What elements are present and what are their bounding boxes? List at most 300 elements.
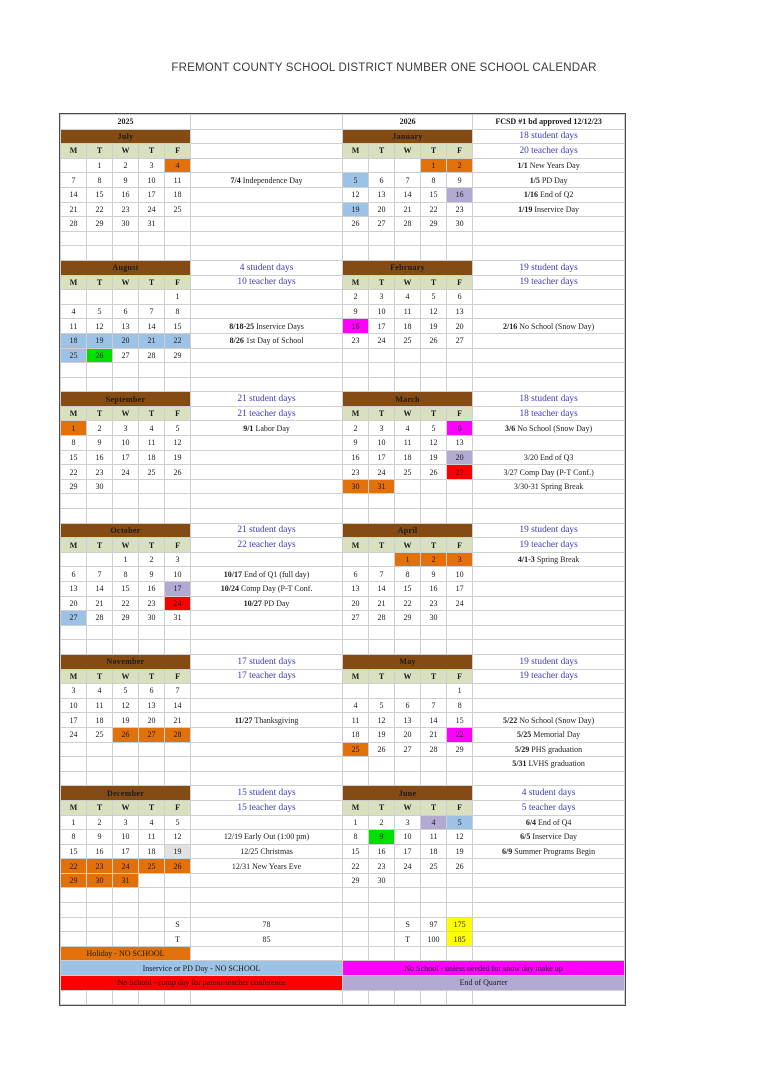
day-cell[interactable]: 17 [139,187,165,202]
empty-day-cell [139,742,165,757]
spacer-cell [395,771,421,786]
day-cell[interactable]: 10 [61,698,87,713]
day-cell[interactable]: 27 [343,611,369,626]
day-cell[interactable]: 21 [421,727,447,742]
day-cell[interactable]: 23 [343,333,369,348]
dow-header-3: T [421,538,447,553]
day-cell[interactable]: 19 [421,450,447,465]
day-cell[interactable]: 24 [165,596,191,611]
day-cell[interactable]: 26 [421,333,447,348]
day-cell[interactable]: 26 [343,217,369,232]
note-cell [191,888,343,903]
day-cell[interactable]: 12 [165,830,191,845]
teacher-days-august: 10 teacher days [191,275,343,290]
spacer-cell [87,771,113,786]
day-cell[interactable]: 30 [421,611,447,626]
day-cell[interactable]: 15 [447,713,473,728]
day-cell[interactable]: 5 [369,698,395,713]
day-cell[interactable]: 18 [165,187,191,202]
day-cell[interactable]: 27 [139,727,165,742]
day-cell[interactable]: 3 [61,684,87,699]
note-cell [473,888,625,903]
day-cell[interactable]: 29 [61,479,87,494]
day-cell[interactable]: 1 [87,158,113,173]
day-cell[interactable]: 29 [61,873,87,888]
day-cell[interactable]: 21 [165,713,191,728]
day-cell[interactable]: 16 [369,844,395,859]
day-cell[interactable]: 10 [447,567,473,582]
day-cell[interactable]: 19 [369,727,395,742]
day-cell[interactable]: 7 [87,567,113,582]
day-cell[interactable]: 13 [447,436,473,451]
day-cell[interactable]: 7 [61,173,87,188]
day-cell[interactable]: 17 [113,450,139,465]
day-cell[interactable]: 5 [421,290,447,305]
day-cell[interactable]: 2 [343,421,369,436]
day-cell[interactable]: 15 [61,844,87,859]
day-cell[interactable]: 20 [447,450,473,465]
day-cell[interactable]: 27 [61,611,87,626]
day-cell[interactable]: 25 [395,465,421,480]
day-cell[interactable]: 7 [421,698,447,713]
empty-day-cell [139,290,165,305]
day-cell[interactable]: 28 [139,348,165,363]
day-cell[interactable]: 22 [61,465,87,480]
day-cell[interactable]: 26 [369,742,395,757]
day-cell[interactable]: 21 [139,333,165,348]
empty-day-cell [369,494,395,509]
day-cell[interactable]: 26 [447,859,473,874]
day-cell[interactable]: 31 [113,873,139,888]
day-cell[interactable]: 10 [395,830,421,845]
day-cell[interactable]: 30 [447,217,473,232]
day-cell[interactable]: 28 [165,727,191,742]
day-cell[interactable]: 17 [369,450,395,465]
day-cell[interactable]: 30 [369,873,395,888]
empty-day-cell [395,479,421,494]
day-cell[interactable]: 22 [447,727,473,742]
day-cell[interactable]: 13 [113,319,139,334]
day-cell[interactable]: 25 [343,742,369,757]
day-cell[interactable]: 15 [395,582,421,597]
day-cell[interactable]: 20 [113,333,139,348]
day-cell[interactable]: 18 [395,319,421,334]
day-cell[interactable]: 12 [113,698,139,713]
day-cell[interactable]: 29 [165,348,191,363]
day-cell[interactable]: 4 [61,304,87,319]
day-cell[interactable]: 7 [395,173,421,188]
day-cell[interactable]: 15 [421,187,447,202]
day-cell[interactable]: 23 [113,202,139,217]
day-cell[interactable]: 1 [421,158,447,173]
day-cell[interactable]: 18 [343,727,369,742]
day-cell[interactable]: 30 [87,479,113,494]
day-cell[interactable]: 13 [447,304,473,319]
day-cell[interactable]: 2 [369,815,395,830]
day-cell[interactable]: 8 [61,436,87,451]
day-cell[interactable]: 24 [395,859,421,874]
day-cell[interactable]: 27 [369,217,395,232]
day-cell[interactable]: 30 [139,611,165,626]
day-cell[interactable]: 8 [447,698,473,713]
dow-header-1: T [87,669,113,684]
day-cell[interactable]: 6 [447,290,473,305]
day-cell[interactable]: 15 [165,319,191,334]
day-cell[interactable]: 31 [139,217,165,232]
day-cell[interactable]: 14 [421,713,447,728]
day-cell[interactable]: 20 [447,319,473,334]
day-cell[interactable]: 20 [139,713,165,728]
day-cell[interactable]: 1 [61,421,87,436]
day-cell[interactable]: 24 [113,465,139,480]
day-cell[interactable]: 8 [343,830,369,845]
day-cell[interactable]: 6 [343,567,369,582]
day-cell[interactable]: 18 [421,844,447,859]
day-cell[interactable]: 4 [87,684,113,699]
day-cell[interactable]: 12 [369,713,395,728]
day-cell[interactable]: 2 [343,290,369,305]
empty-day-cell [395,231,421,246]
day-cell[interactable]: 24 [369,333,395,348]
day-cell[interactable]: 21 [61,202,87,217]
day-cell[interactable]: 9 [113,173,139,188]
day-cell[interactable]: 18 [395,450,421,465]
day-cell[interactable]: 22 [87,202,113,217]
day-cell[interactable]: 4 [139,421,165,436]
day-cell[interactable]: 16 [87,450,113,465]
day-cell[interactable]: 29 [113,611,139,626]
empty-day-cell [113,231,139,246]
day-cell[interactable]: 29 [395,611,421,626]
day-cell[interactable]: 30 [113,217,139,232]
day-cell[interactable]: 28 [395,217,421,232]
day-cell[interactable]: 25 [61,348,87,363]
day-cell[interactable]: 17 [61,713,87,728]
day-cell[interactable]: 20 [369,202,395,217]
day-cell[interactable]: 11 [139,830,165,845]
day-cell[interactable]: 11 [343,713,369,728]
day-cell[interactable]: 12 [421,436,447,451]
day-cell[interactable]: 16 [113,187,139,202]
day-cell[interactable]: 16 [447,187,473,202]
day-cell[interactable]: 14 [139,319,165,334]
empty-day-cell [139,625,165,640]
day-cell[interactable]: 7 [139,304,165,319]
day-cell[interactable]: 15 [87,187,113,202]
year-right: 2026 [343,115,473,130]
day-cell[interactable]: 10 [139,173,165,188]
day-cell[interactable]: 23 [343,465,369,480]
day-cell[interactable]: 17 [369,319,395,334]
day-cell[interactable]: 27 [447,333,473,348]
day-cell[interactable]: 22 [395,596,421,611]
day-cell[interactable]: 7 [369,567,395,582]
day-cell[interactable]: 1 [165,290,191,305]
empty-day-cell [343,494,369,509]
empty-day-cell [421,348,447,363]
day-cell[interactable]: 17 [447,582,473,597]
day-cell[interactable]: 12 [165,436,191,451]
day-cell[interactable]: 23 [369,859,395,874]
day-cell[interactable]: 16 [87,844,113,859]
day-cell[interactable]: 30 [343,479,369,494]
day-cell[interactable]: 17 [165,582,191,597]
day-cell[interactable]: 25 [87,727,113,742]
day-cell[interactable]: 23 [447,202,473,217]
day-cell[interactable]: 18 [139,844,165,859]
day-cell[interactable]: 16 [139,582,165,597]
dow-header-3: T [139,669,165,684]
day-cell[interactable]: 16 [343,319,369,334]
day-cell[interactable]: 9 [421,567,447,582]
day-cell[interactable]: 11 [87,698,113,713]
day-cell[interactable]: 18 [139,450,165,465]
day-cell[interactable]: 9 [343,436,369,451]
day-cell[interactable]: 6 [139,684,165,699]
day-cell[interactable]: 3 [395,815,421,830]
day-cell[interactable]: 11 [395,304,421,319]
day-cell[interactable]: 29 [421,217,447,232]
day-cell[interactable]: 6 [113,304,139,319]
day-cell[interactable]: 24 [447,596,473,611]
day-cell[interactable]: 13 [139,698,165,713]
day-cell[interactable]: 4 [165,158,191,173]
day-cell[interactable]: 21 [395,202,421,217]
day-cell[interactable]: 9 [369,830,395,845]
day-cell[interactable]: 25 [395,333,421,348]
day-cell[interactable]: 5 [343,173,369,188]
day-cell[interactable]: 22 [165,333,191,348]
day-cell[interactable]: 5 [421,421,447,436]
empty-day-cell [421,684,447,699]
spacer-cell [395,509,421,524]
day-cell[interactable]: 9 [87,436,113,451]
calendar-header-row [61,115,625,130]
spacer-cell [139,903,165,918]
day-cell[interactable]: 25 [139,859,165,874]
day-cell[interactable]: 6 [61,567,87,582]
day-cell[interactable]: 3 [113,815,139,830]
student-days-april: 19 student days [473,523,625,538]
day-cell[interactable]: 11 [61,319,87,334]
day-cell[interactable]: 10 [369,436,395,451]
day-cell[interactable]: 19 [87,333,113,348]
day-cell[interactable]: 17 [113,844,139,859]
day-cell[interactable]: 11 [395,436,421,451]
day-cell[interactable]: 19 [165,844,191,859]
day-cell[interactable]: 14 [395,187,421,202]
student-days-october: 21 student days [191,523,343,538]
day-cell[interactable]: 29 [447,742,473,757]
day-cell[interactable]: 11 [139,436,165,451]
day-cell[interactable]: 11 [421,830,447,845]
day-cell[interactable]: 26 [165,465,191,480]
day-cell[interactable]: 16 [421,582,447,597]
day-cell[interactable]: 13 [61,582,87,597]
day-cell[interactable]: 1 [61,815,87,830]
day-cell[interactable]: 8 [113,567,139,582]
day-cell[interactable]: 21 [369,596,395,611]
day-cell[interactable]: 26 [113,727,139,742]
day-cell[interactable]: 4 [343,698,369,713]
day-cell[interactable]: 3 [165,552,191,567]
day-cell[interactable]: 2 [113,158,139,173]
day-cell[interactable]: 31 [369,479,395,494]
teacher-total-label-right: T [395,932,421,947]
day-cell[interactable]: 10 [369,304,395,319]
day-cell[interactable]: 5 [87,304,113,319]
day-cell[interactable]: 3 [369,290,395,305]
day-cell[interactable]: 28 [87,611,113,626]
day-cell[interactable]: 8 [87,173,113,188]
day-cell[interactable]: 19 [113,713,139,728]
day-cell[interactable]: 12 [447,830,473,845]
day-cell[interactable]: 15 [343,844,369,859]
day-cell[interactable]: 26 [165,859,191,874]
day-cell[interactable]: 23 [87,859,113,874]
day-cell[interactable]: 5 [165,421,191,436]
day-cell[interactable]: 2 [447,158,473,173]
day-cell[interactable]: 23 [87,465,113,480]
day-cell[interactable]: 24 [113,859,139,874]
day-cell[interactable]: 22 [421,202,447,217]
day-cell[interactable]: 20 [61,596,87,611]
day-cell[interactable]: 24 [369,465,395,480]
day-cell[interactable]: 6 [369,173,395,188]
day-cell[interactable]: 2 [139,552,165,567]
day-cell[interactable]: 28 [61,217,87,232]
day-cell[interactable]: 19 [421,319,447,334]
day-cell[interactable]: 18 [87,713,113,728]
day-cell[interactable]: 10 [113,436,139,451]
day-cell[interactable]: 14 [369,582,395,597]
empty-day-cell [61,494,87,509]
day-cell[interactable]: 3 [369,421,395,436]
day-cell[interactable]: 1 [447,684,473,699]
day-cell[interactable]: 5 [113,684,139,699]
day-cell[interactable]: 4 [395,421,421,436]
day-cell[interactable]: 11 [165,173,191,188]
day-cell[interactable]: 16 [343,450,369,465]
day-cell[interactable]: 28 [421,742,447,757]
month-title-row [61,392,625,407]
day-cell[interactable]: 8 [395,567,421,582]
day-cell[interactable]: 18 [61,333,87,348]
day-cell[interactable]: 5 [447,815,473,830]
day-cell[interactable]: 31 [165,611,191,626]
week-row [61,625,625,640]
day-cell[interactable]: 22 [343,859,369,874]
note-cell: 8/26 1st Day of School [191,333,343,348]
day-cell[interactable]: 17 [395,844,421,859]
day-cell[interactable]: 1 [343,815,369,830]
day-cell[interactable]: 22 [61,859,87,874]
day-cell[interactable]: 10 [113,830,139,845]
dow-header-4: F [165,275,191,290]
day-cell[interactable]: 26 [87,348,113,363]
day-cell[interactable]: 15 [113,582,139,597]
day-cell[interactable]: 12 [87,319,113,334]
note-cell: 10/24 Comp Day (P-T Conf. [191,582,343,597]
dow-header-1: T [87,406,113,421]
day-cell[interactable]: 24 [61,727,87,742]
day-cell[interactable]: 6 [447,421,473,436]
day-cell[interactable]: 13 [343,582,369,597]
day-cell[interactable]: 12 [343,187,369,202]
day-cell[interactable]: 13 [369,187,395,202]
day-cell[interactable]: 13 [395,713,421,728]
day-cell[interactable]: 2 [421,552,447,567]
day-cell[interactable]: 23 [421,596,447,611]
day-cell[interactable]: 25 [165,202,191,217]
day-cell[interactable]: 8 [421,173,447,188]
day-cell[interactable]: 1 [395,552,421,567]
day-cell[interactable]: 14 [165,698,191,713]
day-cell[interactable]: 4 [139,815,165,830]
day-cell[interactable]: 2 [87,815,113,830]
day-cell[interactable]: 15 [61,450,87,465]
day-cell[interactable]: 29 [343,873,369,888]
day-cell[interactable]: 25 [421,859,447,874]
day-cell[interactable]: 23 [139,596,165,611]
day-cell[interactable]: 10 [165,567,191,582]
day-cell[interactable]: 29 [87,217,113,232]
day-cell[interactable]: 1 [113,552,139,567]
spacer-cell [369,640,395,655]
dow-header-0: M [343,144,369,159]
day-cell[interactable]: 27 [395,742,421,757]
day-cell[interactable]: 14 [87,582,113,597]
day-cell[interactable]: 27 [113,348,139,363]
day-cell[interactable]: 8 [61,830,87,845]
month-name-march: March [343,392,473,407]
day-cell[interactable]: 21 [87,596,113,611]
day-cell[interactable]: 28 [369,611,395,626]
day-cell[interactable]: 19 [165,450,191,465]
day-cell[interactable]: 19 [447,844,473,859]
day-cell[interactable]: 26 [421,465,447,480]
day-cell[interactable]: 14 [61,187,87,202]
day-cell[interactable]: 4 [421,815,447,830]
day-cell[interactable]: 20 [395,727,421,742]
day-cell[interactable]: 6 [395,698,421,713]
day-cell[interactable]: 25 [139,465,165,480]
day-cell[interactable]: 3 [447,552,473,567]
day-cell[interactable]: 2 [87,421,113,436]
day-cell[interactable]: 3 [139,158,165,173]
day-cell[interactable]: 7 [165,684,191,699]
day-cell[interactable]: 20 [343,596,369,611]
day-cell[interactable]: 9 [139,567,165,582]
day-cell[interactable]: 12 [421,304,447,319]
day-cell[interactable]: 19 [343,202,369,217]
day-cell[interactable]: 3 [113,421,139,436]
dow-header-2: W [395,275,421,290]
empty-cell [139,917,165,932]
day-cell[interactable]: 27 [447,465,473,480]
empty-cell [473,946,625,961]
day-cell[interactable]: 4 [395,290,421,305]
day-cell[interactable]: 9 [87,830,113,845]
day-cell[interactable]: 9 [343,304,369,319]
day-cell[interactable]: 8 [165,304,191,319]
day-cell[interactable]: 9 [447,173,473,188]
day-cell[interactable]: 5 [165,815,191,830]
week-row [61,363,625,378]
day-cell[interactable]: 24 [139,202,165,217]
day-cell[interactable]: 30 [87,873,113,888]
day-cell[interactable]: 22 [113,596,139,611]
